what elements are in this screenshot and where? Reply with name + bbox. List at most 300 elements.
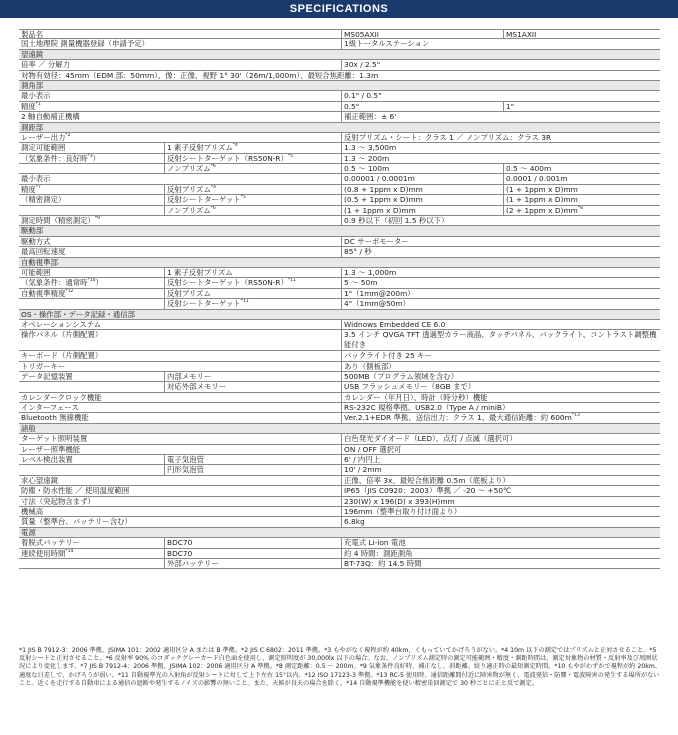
cell-text: 0.5 ～ 100m: [344, 164, 390, 174]
spec-row: [19, 517, 660, 527]
cell-text: (0.8 + 1ppm x D)mm: [344, 184, 423, 194]
spec-label: [19, 476, 341, 485]
cell-text: 精度: [21, 184, 36, 194]
cell-text: 最小表示: [21, 174, 51, 184]
cell-text: 精度: [21, 101, 36, 111]
spec-value: [341, 185, 503, 194]
spec-value: [164, 559, 341, 568]
spec-value: [341, 372, 660, 381]
spec-value: [164, 206, 341, 215]
spec-value: [341, 445, 660, 454]
spec-value: [164, 164, 341, 173]
spec-value: [341, 497, 660, 506]
spec-value: [341, 559, 660, 568]
spec-value: [341, 237, 660, 246]
footnote-ref: *5: [240, 195, 246, 201]
spec-row: [19, 164, 660, 174]
spec-value: [341, 486, 660, 495]
cell-text: 0.00001 / 0.0001m: [344, 174, 415, 184]
cell-text: 1.3 ～ 1,000m: [344, 267, 397, 277]
spec-row: [19, 351, 660, 361]
cell-text: 充電式 Li-ion 電池: [344, 538, 406, 548]
cell-text: 0.5 ～ 400m: [506, 164, 552, 174]
cell-text: 倍率 ／ 分解力: [21, 60, 71, 70]
cell-text: 4"（1mm@50m）: [344, 299, 410, 309]
spec-row: [19, 486, 660, 496]
spec-row: [19, 29, 660, 39]
spec-value: [341, 39, 660, 48]
cell-text: 寸法（突起物含まず）: [21, 496, 95, 506]
cell-text: 1 素子反射プリズム: [167, 267, 233, 277]
cell-text: Widnows Embedded CE 6.0: [344, 319, 446, 329]
cell-text: 1": [506, 101, 515, 111]
footnote-ref: *4: [210, 184, 217, 190]
spec-value: [164, 185, 341, 194]
cell-text: 0.1" / 0.5": [344, 91, 382, 101]
spec-label: [19, 102, 341, 111]
spec-row: [19, 174, 660, 184]
spec-value: [341, 278, 660, 287]
spec-row: [19, 71, 660, 81]
cell-text: 5 ～ 50m: [344, 278, 378, 288]
spec-label: [19, 486, 341, 495]
footnote-ref: *9: [94, 216, 101, 222]
cell-text: 自動視準部: [21, 257, 58, 267]
spec-value: [164, 278, 341, 287]
cell-text: (0.5 + 1ppm x D)mm: [344, 195, 423, 205]
cell-text: ON / OFF 選択可: [344, 444, 402, 454]
cell-text: ノンプリズム: [167, 164, 211, 174]
cell-text: IP65（JIS C0920：2003）準拠 ／ -20 ～ +50℃: [344, 486, 512, 496]
section-header-row: [19, 424, 660, 434]
spec-row: [19, 237, 660, 247]
cell-text: 85° / 秒: [344, 247, 372, 257]
footnote-ref: *5: [287, 153, 294, 159]
spec-label: [19, 538, 164, 547]
spec-label: [19, 372, 164, 381]
cell-text: （精密測定）: [21, 195, 66, 205]
spec-row: [19, 372, 660, 382]
cell-text: バックライト付き 25 キー: [344, 351, 432, 361]
spec-value: [341, 164, 503, 173]
section-title: [19, 81, 660, 90]
cell-text: 測距部: [21, 122, 44, 132]
cell-text: 外部バッテリー: [167, 558, 219, 568]
cell-text: 反射シートターゲット: [167, 195, 241, 205]
spec-row: [19, 382, 660, 392]
spec-value: [164, 382, 341, 391]
spec-value: [164, 299, 341, 308]
cell-text: 6' / 内円上: [344, 455, 381, 465]
spec-label: [19, 39, 341, 48]
cell-text: 反射プリズム: [167, 288, 211, 298]
spec-label: [19, 289, 164, 298]
section-header-row: [19, 123, 660, 133]
spec-label: [19, 174, 341, 183]
banner-title: SPECIFICATIONS: [289, 3, 389, 15]
cell-text: （気象条件：良好時: [21, 153, 88, 163]
spec-table: [19, 29, 660, 569]
cell-text: 対応外部メモリー: [167, 382, 227, 392]
spec-row: [19, 413, 660, 423]
spec-row: [19, 91, 660, 101]
section-header-row: [19, 50, 660, 60]
spec-value: [341, 538, 660, 547]
spec-label: [19, 112, 341, 121]
section-title: [19, 258, 660, 267]
cell-text: MS1AXII: [506, 30, 537, 39]
footnote-ref: *6: [210, 205, 216, 211]
footnotes: *1 JIS B 7912-3：2006 準拠、JSIMA 101：2002 適用区分 A または B 準拠。*2 JIS C 6802：2011 準拠。*3 もやがなく視程が約 40km、くもっていてかげろうがない。*4 10m 以下の測定ではプリズムと正対させること。*5 反射シートと正対させること。*6 反射率 90% のコダックグレーカード白色面を使用し、測定照明度が 30,000lx 以下の場合。なお、ノンプリズム測定時の測定可能範囲・精度・測距時間は、測定対象物の材質・反射率及び周囲状況により変化します。*7 JIS B 7912-4：2006 準拠、JSIMA 102：2006 適用区分 A 準拠。*8 測定距離：0.5 ～ 200m。*9 気象条件良好時、補正なし、斜距離、絞り適正時の最短測定時間。*10 もやがわずかで視程が約 20km、適度な日差しで、かげろうが弱い。*11 自動視準光の入射角が反射シートに対して上下左右 15°以内。*12 ISO 17123-3 準拠。*13 RC-5 使用時。通信距離間付近に障害物が無く、電波発信・防塵・電波障害の発生する場所がないこと。近くを走行する自動車による通信の遮断や発生するノイズの影響の無いこと。また、天候が良天の場合を除く。*14 自動視準機能を使い精密単回測定で 30 秒ごとに正と反で測定。: [19, 647, 661, 687]
cell-text: 国土地理院 測量機器登録（申請予定）: [21, 39, 149, 49]
spec-value: [164, 372, 341, 381]
footnote-ref: *7: [35, 184, 41, 190]
cell-text: （気象条件：通常時: [21, 278, 88, 288]
cell-text: 反射シートターゲット（RS50N-R）: [167, 278, 288, 288]
spec-row: [19, 247, 660, 257]
spec-row: [19, 216, 660, 226]
footnote-ref: *1: [35, 101, 41, 107]
cell-text: 機械高: [21, 506, 44, 516]
section-title: [19, 226, 660, 235]
spec-value: [341, 382, 660, 391]
spec-label: [19, 60, 341, 69]
section-header-row: [19, 81, 660, 91]
cell-text-suffix: ）: [92, 153, 101, 163]
spec-row: [19, 445, 660, 455]
cell-text: 1.3 ～ 200m: [344, 153, 390, 163]
cell-text: 10' / 2mm: [344, 465, 382, 475]
spec-label: [19, 465, 164, 474]
spec-label: [19, 143, 164, 152]
cell-text: BT-73Q：約 14.5 時間: [344, 558, 422, 568]
cell-text: 反射シートターゲット（RS50N-R）: [167, 153, 288, 163]
spec-label: [19, 216, 341, 225]
spec-row: [19, 60, 660, 70]
spec-row: [19, 403, 660, 413]
spec-label: [19, 382, 164, 391]
spec-value: [503, 30, 660, 38]
spec-value: [503, 164, 660, 173]
cell-text: DC サーボモーター: [344, 236, 409, 246]
cell-text: 諸般: [21, 423, 36, 433]
footnote-ref: *10: [87, 278, 96, 284]
cell-text: 反射プリズム・シート：クラス 1 ／ ノンプリズム：クラス 3R: [344, 132, 552, 142]
cell-text: インターフェース: [21, 403, 79, 413]
cell-text: 0.0001 / 0.001m: [506, 174, 568, 184]
spec-label: [19, 497, 341, 506]
footnote-ref: *11: [240, 299, 249, 305]
cell-text: MS05AXII: [344, 30, 379, 39]
spec-value: [503, 185, 660, 194]
spec-label: [19, 434, 341, 443]
cell-text: レーザー照準機能: [21, 444, 81, 454]
cell-text: ノンプリズム: [167, 205, 211, 215]
cell-text: Ver.2.1+EDR 準拠、送信出力：クラス 1、最大通信距離：約 600m: [344, 413, 572, 423]
spec-value: [341, 299, 660, 308]
cell-text: 測定可能範囲: [21, 143, 66, 153]
section-header-row: [19, 528, 660, 538]
spec-label: [19, 559, 164, 568]
spec-value: [341, 434, 660, 443]
spec-value: [164, 538, 341, 547]
cell-text: 30x / 2.5": [344, 60, 381, 70]
cell-text: 電源: [21, 527, 36, 537]
spec-label: [19, 91, 341, 100]
cell-text: 230(W) x 196(D) x 393(H)mm: [344, 496, 455, 506]
footnote-ref: *4: [232, 143, 238, 149]
spec-row: [19, 206, 660, 216]
cell-text: 駆動部: [21, 226, 44, 236]
spec-label: [19, 549, 164, 558]
spec-value: [341, 455, 660, 464]
footnote-ref: *8: [577, 205, 583, 211]
spec-row: [19, 465, 660, 475]
spec-row: [19, 112, 660, 122]
cell-text: BDC70: [167, 548, 193, 558]
spec-label: [19, 185, 164, 194]
spec-value: [341, 60, 660, 69]
footnote-ref: *11: [287, 278, 296, 284]
spec-label: [19, 445, 341, 454]
spec-row: [19, 154, 660, 164]
cell-text: 求心望遠鏡: [21, 475, 58, 485]
footnote-ref: *3: [87, 153, 93, 159]
cell-text: 0.5": [344, 101, 360, 111]
spec-value: [164, 289, 341, 298]
spec-value: [164, 549, 341, 558]
spec-label: [19, 517, 341, 526]
cell-text: 駆動方式: [21, 236, 51, 246]
spec-label: [19, 455, 164, 464]
cell-text: 電子気泡管: [167, 455, 204, 465]
specifications-banner: [0, 0, 678, 18]
cell-text: 着脱式バッテリー: [21, 538, 81, 548]
cell-text: キーボード（片側配置）: [21, 351, 103, 361]
spec-label: [19, 299, 164, 308]
spec-label: [19, 154, 164, 163]
spec-row: [19, 133, 660, 143]
cell-text: 最小表示: [21, 91, 51, 101]
cell-text: 内部メモリー: [167, 371, 212, 381]
cell-text: 対物有効径：45mm（EDM 部：50mm）、像：正像、視野 1° 30'（26m/1,000m）、最短合焦距離：1.3m: [21, 70, 379, 80]
section-title: [19, 424, 660, 433]
spec-row: [19, 299, 660, 309]
cell-text: BDC70: [167, 538, 193, 548]
cell-text: 約 4 時間：測距測角: [344, 548, 413, 558]
spec-row: [19, 289, 660, 299]
cell-text: 196mm（整準台取り付け面より）: [344, 506, 462, 516]
spec-value: [164, 154, 341, 163]
spec-value: [503, 206, 660, 215]
spec-label: [19, 247, 341, 256]
cell-text: オペレーションシステム: [21, 319, 102, 329]
spec-value: [341, 507, 660, 516]
spec-value: [341, 351, 660, 360]
cell-text: ターゲット照明装置: [21, 434, 88, 444]
spec-row: [19, 143, 660, 153]
spec-value: [341, 154, 660, 163]
spec-row: [19, 393, 660, 403]
cell-text: レベル検出装置: [21, 455, 73, 465]
spec-value: [503, 102, 660, 111]
cell-text: 白色発光ダイオード（LED）、点灯 / 点滅（選択可）: [344, 434, 517, 444]
cell-text: カレンダークロック機能: [21, 392, 102, 402]
cell-text: 防塵・防水性能 ／ 使用温度範囲: [21, 486, 130, 496]
spec-row: [19, 434, 660, 444]
spec-row: [19, 330, 660, 351]
spec-value: [341, 143, 660, 152]
footnote-ref: *12: [65, 288, 74, 294]
spec-row: [19, 362, 660, 372]
cell-text: 1 素子反射プリズム: [167, 143, 233, 153]
cell-text: 2 軸自動補正機構: [21, 112, 80, 122]
cell-text: 6.8kg: [344, 517, 365, 527]
cell-text: カレンダー（年月日）、時計（時分秒）機能: [344, 392, 488, 402]
cell-text: あり（側板部）: [344, 361, 396, 371]
spec-label: [19, 133, 341, 142]
cell-text-suffix: ）: [95, 278, 103, 288]
spec-label: [19, 393, 341, 402]
spec-row: [19, 278, 660, 288]
spec-label: [19, 164, 164, 173]
spec-label: [19, 30, 341, 38]
spec-value: [341, 476, 660, 485]
spec-value: [164, 143, 341, 152]
spec-value: [341, 320, 660, 329]
spec-value: [503, 195, 660, 204]
spec-row: [19, 507, 660, 517]
cell-text: トリガーキー: [21, 361, 66, 371]
spec-row: [19, 497, 660, 507]
cell-text: 自動視準精度: [21, 288, 66, 298]
spec-value: [341, 517, 660, 526]
cell-text: (1 + 1ppm x D)mm: [506, 195, 578, 205]
spec-row: [19, 102, 660, 112]
spec-value: [341, 465, 660, 474]
cell-text: 可能範囲: [21, 267, 51, 277]
cell-text: 1級トータルステーション: [344, 39, 430, 49]
spec-label: [19, 320, 341, 329]
footnote-ref: *2: [65, 132, 71, 138]
spec-value: [164, 268, 341, 277]
spec-value: [164, 195, 341, 204]
spec-value: [341, 362, 660, 371]
cell-text: 測定時間（精密測定）: [21, 216, 95, 226]
spec-value: [341, 112, 660, 121]
cell-text: (2 + 1ppm x D)mm: [506, 205, 578, 215]
cell-text: 円形気泡管: [167, 465, 204, 475]
cell-text: 操作パネル（片側配置）: [21, 330, 103, 340]
spec-value: [341, 289, 660, 298]
spec-label: [19, 507, 341, 516]
cell-text: OS・操作部・データ記録・通信部: [21, 309, 135, 319]
spec-row: [19, 39, 660, 49]
cell-text: (1 + 1ppm x D)mm: [506, 184, 578, 194]
cell-text: データ記憶装置: [21, 371, 73, 381]
cell-text: 最高回転速度: [21, 247, 66, 257]
spec-label: [19, 413, 341, 422]
section-title: [19, 50, 660, 59]
cell-text: 正像、倍率 3x、最短合焦距離 0.5m（底板より）: [344, 475, 510, 485]
footnote-ref: *14: [65, 548, 74, 554]
spec-label: [19, 330, 341, 350]
spec-row: [19, 549, 660, 559]
cell-text: 反射プリズム: [167, 184, 211, 194]
spec-row: [19, 268, 660, 278]
cell-text: 補正範囲：± 6': [344, 112, 397, 122]
section-header-row: [19, 310, 660, 320]
spec-label: [19, 195, 164, 204]
footnote-ref: *6: [210, 164, 216, 170]
cell-text: 1.3 ～ 3,500m: [344, 143, 397, 153]
spec-value: [341, 91, 660, 100]
spec-row: [19, 476, 660, 486]
spec-label: [19, 403, 341, 412]
spec-value: [341, 206, 503, 215]
spec-value: [341, 216, 660, 225]
spec-value: [341, 30, 503, 38]
section-title: [19, 528, 660, 537]
spec-row: [19, 538, 660, 548]
spec-value: [341, 403, 660, 412]
cell-text: 1"（1mm@200m）: [344, 288, 415, 298]
cell-text: 反射シートターゲット: [167, 299, 241, 309]
cell-text: レーザー出力: [21, 132, 66, 142]
cell-text: (1 + 1ppm x D)mm: [344, 205, 416, 215]
spec-row: [19, 455, 660, 465]
cell-text: RS-232C 規格準拠、USB2.0（Type A / miniB）: [344, 403, 510, 413]
section-title: [19, 310, 660, 319]
spec-value: [164, 455, 341, 464]
spec-label: [19, 71, 660, 80]
spec-label: [19, 362, 341, 371]
spec-value: [341, 393, 660, 402]
cell-text: 測角部: [21, 80, 44, 90]
spec-row: [19, 559, 660, 569]
spec-value: [341, 549, 660, 558]
cell-text: Bluetooth 無線機能: [21, 413, 89, 423]
spec-value: [341, 413, 660, 422]
spec-row: [19, 195, 660, 205]
spec-value: [341, 247, 660, 256]
cell-text: 500MB（プログラム領域を含む）: [344, 371, 459, 381]
section-header-row: [19, 226, 660, 236]
cell-text: 0.9 秒以下（初回 1.5 秒以下）: [344, 216, 449, 226]
spec-value: [341, 330, 660, 350]
spec-value: [503, 174, 660, 183]
spec-row: [19, 320, 660, 330]
spec-label: [19, 268, 164, 277]
spec-value: [341, 102, 503, 111]
cell-text: 3.5 インチ QVGA TFT 透過型カラー液晶、タッチパネル、バックライト、コントラスト調整機能付き: [344, 330, 657, 350]
spec-row: [19, 185, 660, 195]
cell-text: 連続使用時間: [21, 548, 66, 558]
section-header-row: [19, 258, 660, 268]
spec-label: [19, 206, 164, 215]
spec-value: [341, 195, 503, 204]
cell-text: 製品名: [21, 30, 44, 39]
footnote-ref: *13: [571, 413, 580, 419]
spec-value: [341, 174, 503, 183]
spec-label: [19, 278, 164, 287]
spec-label: [19, 351, 341, 360]
spec-value: [164, 465, 341, 474]
spec-value: [341, 133, 660, 142]
cell-text: 質量（整準台、バッテリー含む）: [21, 517, 132, 527]
cell-text: USB フラッシュメモリー（8GB まで）: [344, 382, 476, 392]
cell-text: 望遠鏡: [21, 49, 44, 59]
